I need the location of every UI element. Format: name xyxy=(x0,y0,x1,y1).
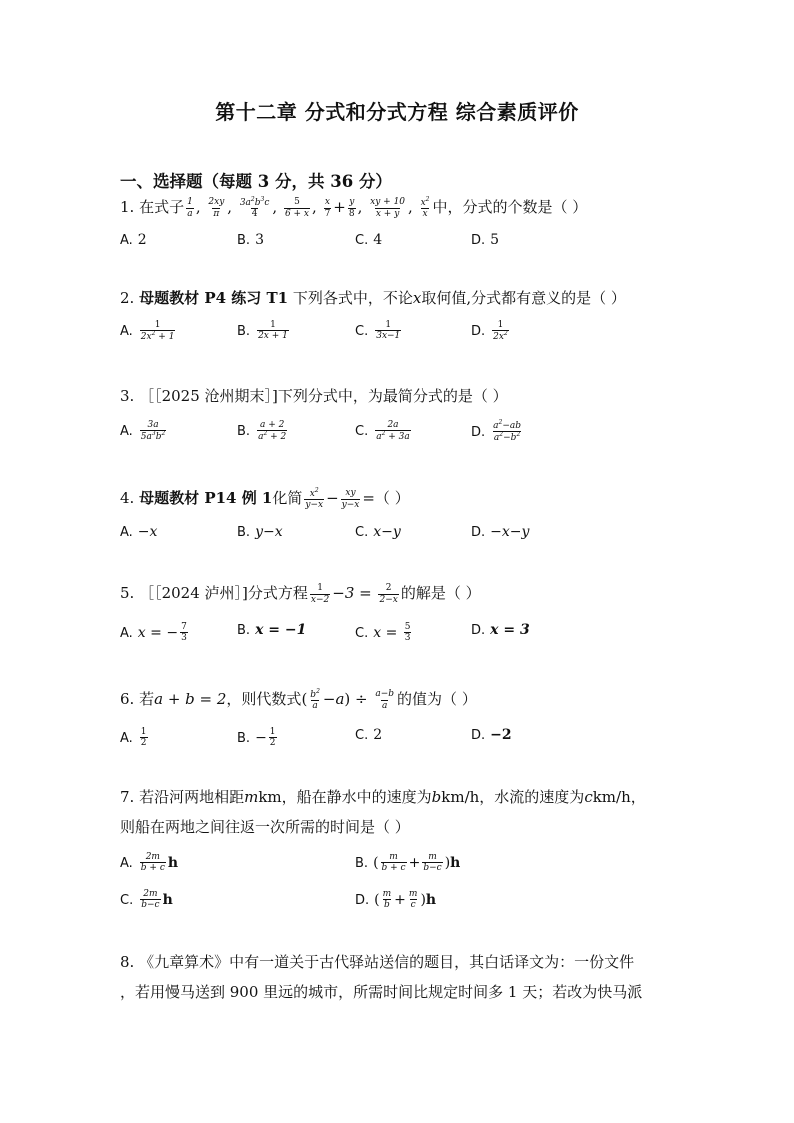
option-d[interactable]: D. $\frac{1}{2x^2}$ xyxy=(471,320,508,343)
question-text: 下列各式中，不论 xyxy=(292,289,413,307)
question-text: 若 xyxy=(139,690,155,708)
option-a[interactable]: A. $\frac{1}{2}$ xyxy=(120,727,147,749)
option-a[interactable]: A. −x xyxy=(120,524,158,540)
option-c[interactable]: C. 4 xyxy=(355,232,383,248)
option-a[interactable]: A. $\frac{3a}{5a^3b^2}$ xyxy=(120,420,166,443)
question-tail: 的解是（ ） xyxy=(400,584,481,602)
question-7-line-2: 则船在两地之间往返一次所需的时间是（ ） xyxy=(120,818,410,836)
option-d[interactable]: D. ( $\frac{m}{b}$ + $\frac{m}{c}$ )h xyxy=(355,889,437,911)
fraction: $\frac{5}{6 + x}$ xyxy=(284,197,310,219)
question-text: 在式子 xyxy=(139,198,185,216)
options-q4 xyxy=(120,524,720,548)
option-b[interactable]: B. y−x xyxy=(237,524,283,540)
fraction: $\frac{2xy}{\pi}$ xyxy=(208,197,225,219)
option-a[interactable]: A. $\frac{2m}{b + c}$ h xyxy=(120,852,179,874)
question-8-line-2: ，若用慢马送到 900 里远的城市，所需时间比规定时间多 1 天；若改为快马派 xyxy=(120,983,643,1001)
question-tail: =（ ） xyxy=(362,489,410,507)
question-7 xyxy=(120,782,680,842)
options-q5 xyxy=(120,622,720,646)
option-d[interactable]: D. $\frac{a^2-ab}{a^2-b^2}$ xyxy=(471,419,522,444)
question-number: 4. xyxy=(120,489,135,507)
options-q3 xyxy=(120,420,720,444)
option-d[interactable]: D. −x−y xyxy=(471,524,530,540)
option-b[interactable]: B. $\frac{1}{2x + 1}$ xyxy=(237,320,288,342)
fraction: $\frac{1}{a}$ xyxy=(187,197,193,219)
question-number: 2. xyxy=(120,289,135,307)
fraction: $\frac{x^2}{x}$ xyxy=(420,195,430,219)
source-tag: ［［2024 泸州］] xyxy=(139,584,248,602)
question-tail: 的值为（ ） xyxy=(397,690,477,708)
option-d[interactable]: D. x = 3 xyxy=(471,622,530,638)
option-d[interactable]: D. −2 xyxy=(471,727,512,743)
question-3 xyxy=(120,385,508,406)
option-d[interactable]: D. 5 xyxy=(471,232,500,248)
option-b[interactable]: B. − $\frac{1}{2}$ xyxy=(237,727,276,749)
fraction: $\frac{x}{7}$ xyxy=(324,197,331,219)
question-number: 5. xyxy=(120,584,135,602)
option-a[interactable]: A. x = − $\frac{7}{3}$ xyxy=(120,622,187,644)
question-tail: 取何值,分式都有意义的是（ ） xyxy=(421,289,626,307)
question-text: 化简 xyxy=(272,489,303,507)
question-text: 下列分式中，为最简分式的是（ ） xyxy=(277,387,508,405)
variable: x xyxy=(412,289,422,307)
page-title: 第十二章 分式和分式方程 综合素质评价 xyxy=(215,100,579,124)
option-c[interactable]: C. $\frac{2a}{a^2 + 3a}$ xyxy=(355,420,410,443)
question-2 xyxy=(120,287,626,308)
fraction: $\frac{y}{8}$ xyxy=(348,197,355,219)
options-q1 xyxy=(120,232,720,256)
option-c[interactable]: C. x = $\frac{5}{3}$ xyxy=(355,622,411,644)
question-5: 5. ［［2024 泸州］]分式方程 $\frac{1}{x-2}$ −3 = $\frac{2}{2-x}$ 的解是（ ） xyxy=(120,583,481,605)
question-6: 6. 若a + b = 2，则代数式( $\frac{b^2}{a}$ −a) ÷ $\frac{a-b}{a}$ 的值为（ ） xyxy=(120,687,477,711)
option-c[interactable]: C. $\frac{1}{3x-1}$ xyxy=(355,320,401,342)
question-8-line-1: 8. 《九章算术》中有一道关于古代驿站送信的题目，其白话译文为：一份文件 xyxy=(120,953,635,971)
condition: a + b = 2 xyxy=(154,690,227,708)
option-b[interactable]: B. $\frac{a + 2}{a^2 + 2}$ xyxy=(237,420,287,443)
option-c[interactable]: C. x−y xyxy=(355,524,401,540)
option-b[interactable]: B. 3 xyxy=(237,232,264,248)
question-tail: 中，分式的个数是（ ） xyxy=(432,198,588,216)
option-c[interactable]: C. 2 xyxy=(355,727,383,743)
option-b[interactable]: B. x = −1 xyxy=(237,622,307,638)
fraction: $\frac{3a^2b^3c}{4}$ xyxy=(239,195,270,219)
options-q7-row2 xyxy=(120,889,720,913)
options-q6 xyxy=(120,727,720,751)
option-b[interactable]: B. ( $\frac{m}{b + c}$ + $\frac{m}{b-c}$ )h xyxy=(355,852,461,874)
question-text: 分式方程 xyxy=(247,584,308,602)
source-tag: ［［2025 沧州期末］] xyxy=(139,387,278,405)
question-number: 3. xyxy=(120,387,135,405)
options-q2 xyxy=(120,320,720,344)
fraction: $\frac{xy + 10}{x + y}$ xyxy=(370,197,406,219)
option-a[interactable]: A. $\frac{1}{2x^2 + 1}$ xyxy=(120,320,175,343)
option-c[interactable]: C. $\frac{2m}{b-c}$ h xyxy=(120,889,173,911)
question-8 xyxy=(120,947,680,1007)
question-number: 1. xyxy=(120,198,135,216)
question-4: 4. 母题教材 P14 例 1化简 $\frac{x^2}{y-x}$ − $\frac{xy}{y-x}$ =（ ） xyxy=(120,486,410,510)
question-1: 1. 在式子 $\frac{1}{a}$ , $\frac{2xy}{\pi}$ , $\frac{3a^2b^3c}{4}$ , $\frac{5}{6 + x}$ , $\frac{x}{7}$ + $\frac{y}{8}$ , $\frac{xy + 10}{x + y}$ , $\frac{x^2}{x}$ 中，分式的个数是（ ） xyxy=(120,195,588,219)
option-a[interactable]: A. 2 xyxy=(120,232,147,248)
options-q7-row1 xyxy=(120,852,720,876)
section-heading-choice: 一、选择题（每题 3 分，共 36 分） xyxy=(120,172,392,191)
question-7-line-1: 7. 若沿河两地相距mkm，船在静水中的速度为bkm/h，水流的速度为ckm/h， xyxy=(120,788,646,806)
source-tag: 母题教材 P4 练习 T1 xyxy=(139,289,289,307)
source-tag: 母题教材 P14 例 1 xyxy=(139,489,273,507)
question-number: 6. xyxy=(120,690,135,708)
